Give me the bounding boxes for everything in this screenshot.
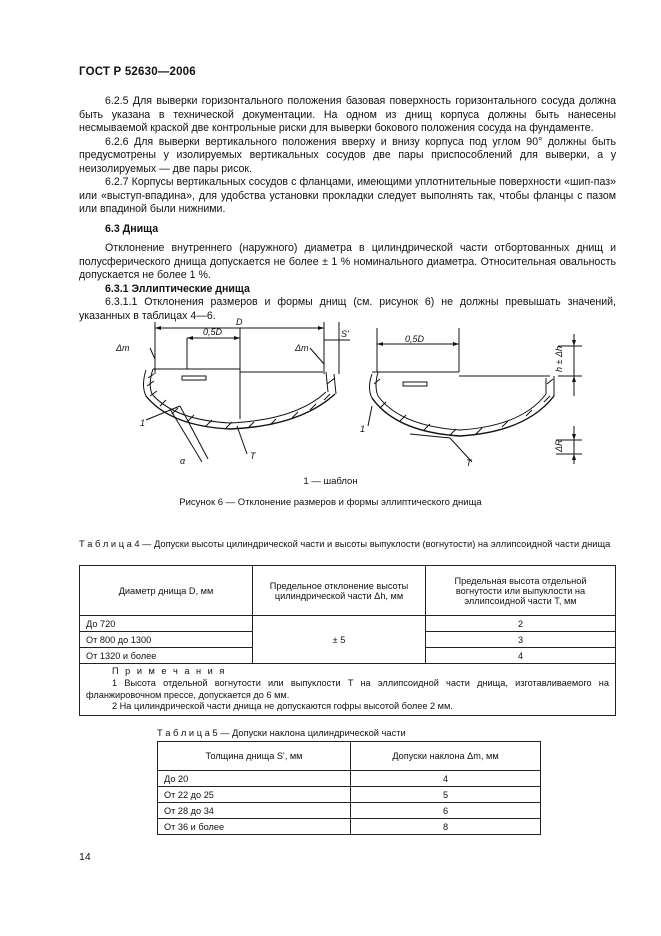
label-d: D xyxy=(236,317,243,327)
label-s-prime: S' xyxy=(341,329,349,339)
label-half-d-left: 0,5D xyxy=(203,327,223,337)
table-5-cell-dm: 6 xyxy=(351,803,541,819)
table-4-caption xyxy=(79,538,616,550)
label-t-right: T xyxy=(466,458,472,468)
table-5-cell-thickness: От 28 до 34 xyxy=(158,803,351,819)
label-t-left: T xyxy=(250,451,256,461)
table-4-header-row xyxy=(80,566,616,616)
table-row xyxy=(158,787,541,803)
table-5-cell-thickness: От 22 до 25 xyxy=(158,787,351,803)
label-delta-m-left: Δm xyxy=(116,343,130,353)
table-5-header-row xyxy=(158,742,541,771)
table-4-cell-diameter: От 1320 и более xyxy=(80,648,253,664)
figure-caption: Рисунок 6 — Отклонение размеров и формы эллиптического днища xyxy=(179,497,482,508)
table-4-caption-text: — Допуски высоты цилиндрической части и высоты выпуклости (вогнутости) на эллипсоидной части днища xyxy=(139,539,611,549)
table-5-caption-text: — Допуски наклона цилиндрической части xyxy=(217,728,406,738)
page-number: 14 xyxy=(79,851,91,863)
paragraph-6-2-6: 6.2.6 Для выверки вертикального положения вверху и внизу корпуса под углом 90° должны быть предусмотрены у изолируемых вертикальных сосудов две пары приспособлений для выверки, а у неизолируемых — две пары рисок. xyxy=(79,135,616,175)
paragraph-6-2-7: 6.2.7 Корпусы вертикальных сосудов с фланцами, имеющими уплотнительные поверхности «шип-паз» или «выступ-впадина», для удобства установки прокладки следует выполнять так, чтобы фланцы с пазом или впадиной были нижними. xyxy=(79,176,616,215)
label-delta-m-right: Δm xyxy=(295,343,309,353)
label-template-right: 1 xyxy=(360,424,366,434)
label-delta-r: ΔR xyxy=(554,439,564,452)
table-5-header-thickness: Толщина днища S', мм xyxy=(158,742,351,771)
table-5-caption xyxy=(157,727,557,739)
table-4-cell-t: 3 xyxy=(426,632,616,648)
table-4-cell-t: 4 xyxy=(426,648,616,664)
table-5-caption-label: Т а б л и ц а 5 xyxy=(157,728,218,738)
paragraph-6-2-5: 6.2.5 Для выверки горизонтального положения базовая поверхность горизонтального сосуда должна быть указана в технической документации. На одном из днищ корпуса должны быть нанесены несмываемой краской две контрольные риски для выверки бокового положения сосуда на фундаменте. xyxy=(79,95,616,134)
section-heading-6-3-1: 6.3.1 Эллиптические днища xyxy=(105,282,250,295)
paragraph-6-3-1-1: 6.3.1.1 Отклонения размеров и формы днищ (см. рисунок 6) не должны превышать значений, указанных в таблицах 4—6. xyxy=(79,296,616,322)
figure-6-drawing xyxy=(110,314,585,474)
table-4-cell-merged-dh: ± 5 xyxy=(253,616,426,664)
label-template-left: 1 xyxy=(140,418,146,428)
label-alpha: α xyxy=(180,456,186,466)
table-4-notes-row xyxy=(80,664,616,716)
table-5-cell-dm: 4 xyxy=(351,771,541,787)
table-4-cell-diameter: До 720 xyxy=(80,616,253,632)
table-5-header-dm: Допуски наклона Δm, мм xyxy=(351,742,541,771)
table-4-notes-title: П р и м е ч а н и я xyxy=(112,666,227,676)
table-4 xyxy=(79,565,616,716)
label-half-d-right: 0,5D xyxy=(405,334,425,344)
table-5-cell-thickness: От 36 и более xyxy=(158,819,351,835)
table-row xyxy=(158,819,541,835)
table-4-caption-label: Т а б л и ц а 4 xyxy=(79,539,140,549)
table-4-cell-t: 2 xyxy=(426,616,616,632)
table-4-note-2: 2 На цилиндрической части днища не допускаются гофры высотой более 2 мм. xyxy=(112,701,453,712)
table-4-cell-diameter: От 800 до 1300 xyxy=(80,632,253,648)
label-h-dh: h ± Δh xyxy=(554,346,564,372)
text-body xyxy=(79,95,616,323)
figure-legend: 1 — шаблон xyxy=(303,476,358,487)
table-5 xyxy=(157,741,541,835)
table-5-cell-dm: 8 xyxy=(351,819,541,835)
paragraph-6-3: Отклонение внутреннего (наружного) диаметра в цилиндрической части отбортованных днищ и полусферического днища допускается не более ± 1 % номинального диаметра. Относительная овальность допускается не более 1 %. xyxy=(79,242,616,281)
table-row xyxy=(80,616,616,632)
table-4-notes xyxy=(80,664,616,716)
table-4-note-1: 1 Высота отдельной вогнутости или выпуклости T на эллипсоидной части днища, изготавливаемого на фланжировочном прессе, допускается до 6 мм. xyxy=(86,677,609,700)
table-4-header-diameter: Диаметр днища D, мм xyxy=(80,566,253,616)
table-4-header-dh: Предельное отклонение высоты цилиндрической части Δh, мм xyxy=(253,566,426,616)
section-heading-6-3: 6.3 Днища xyxy=(105,222,159,235)
table-5-cell-dm: 5 xyxy=(351,787,541,803)
document-header: ГОСТ Р 52630—2006 xyxy=(79,66,196,78)
table-5-cell-thickness: До 20 xyxy=(158,771,351,787)
table-row xyxy=(158,803,541,819)
table-row xyxy=(158,771,541,787)
table-4-header-t: Предельная высота отдельной вогнутости или выпуклости на эллипсоидной части T, мм xyxy=(426,566,616,616)
